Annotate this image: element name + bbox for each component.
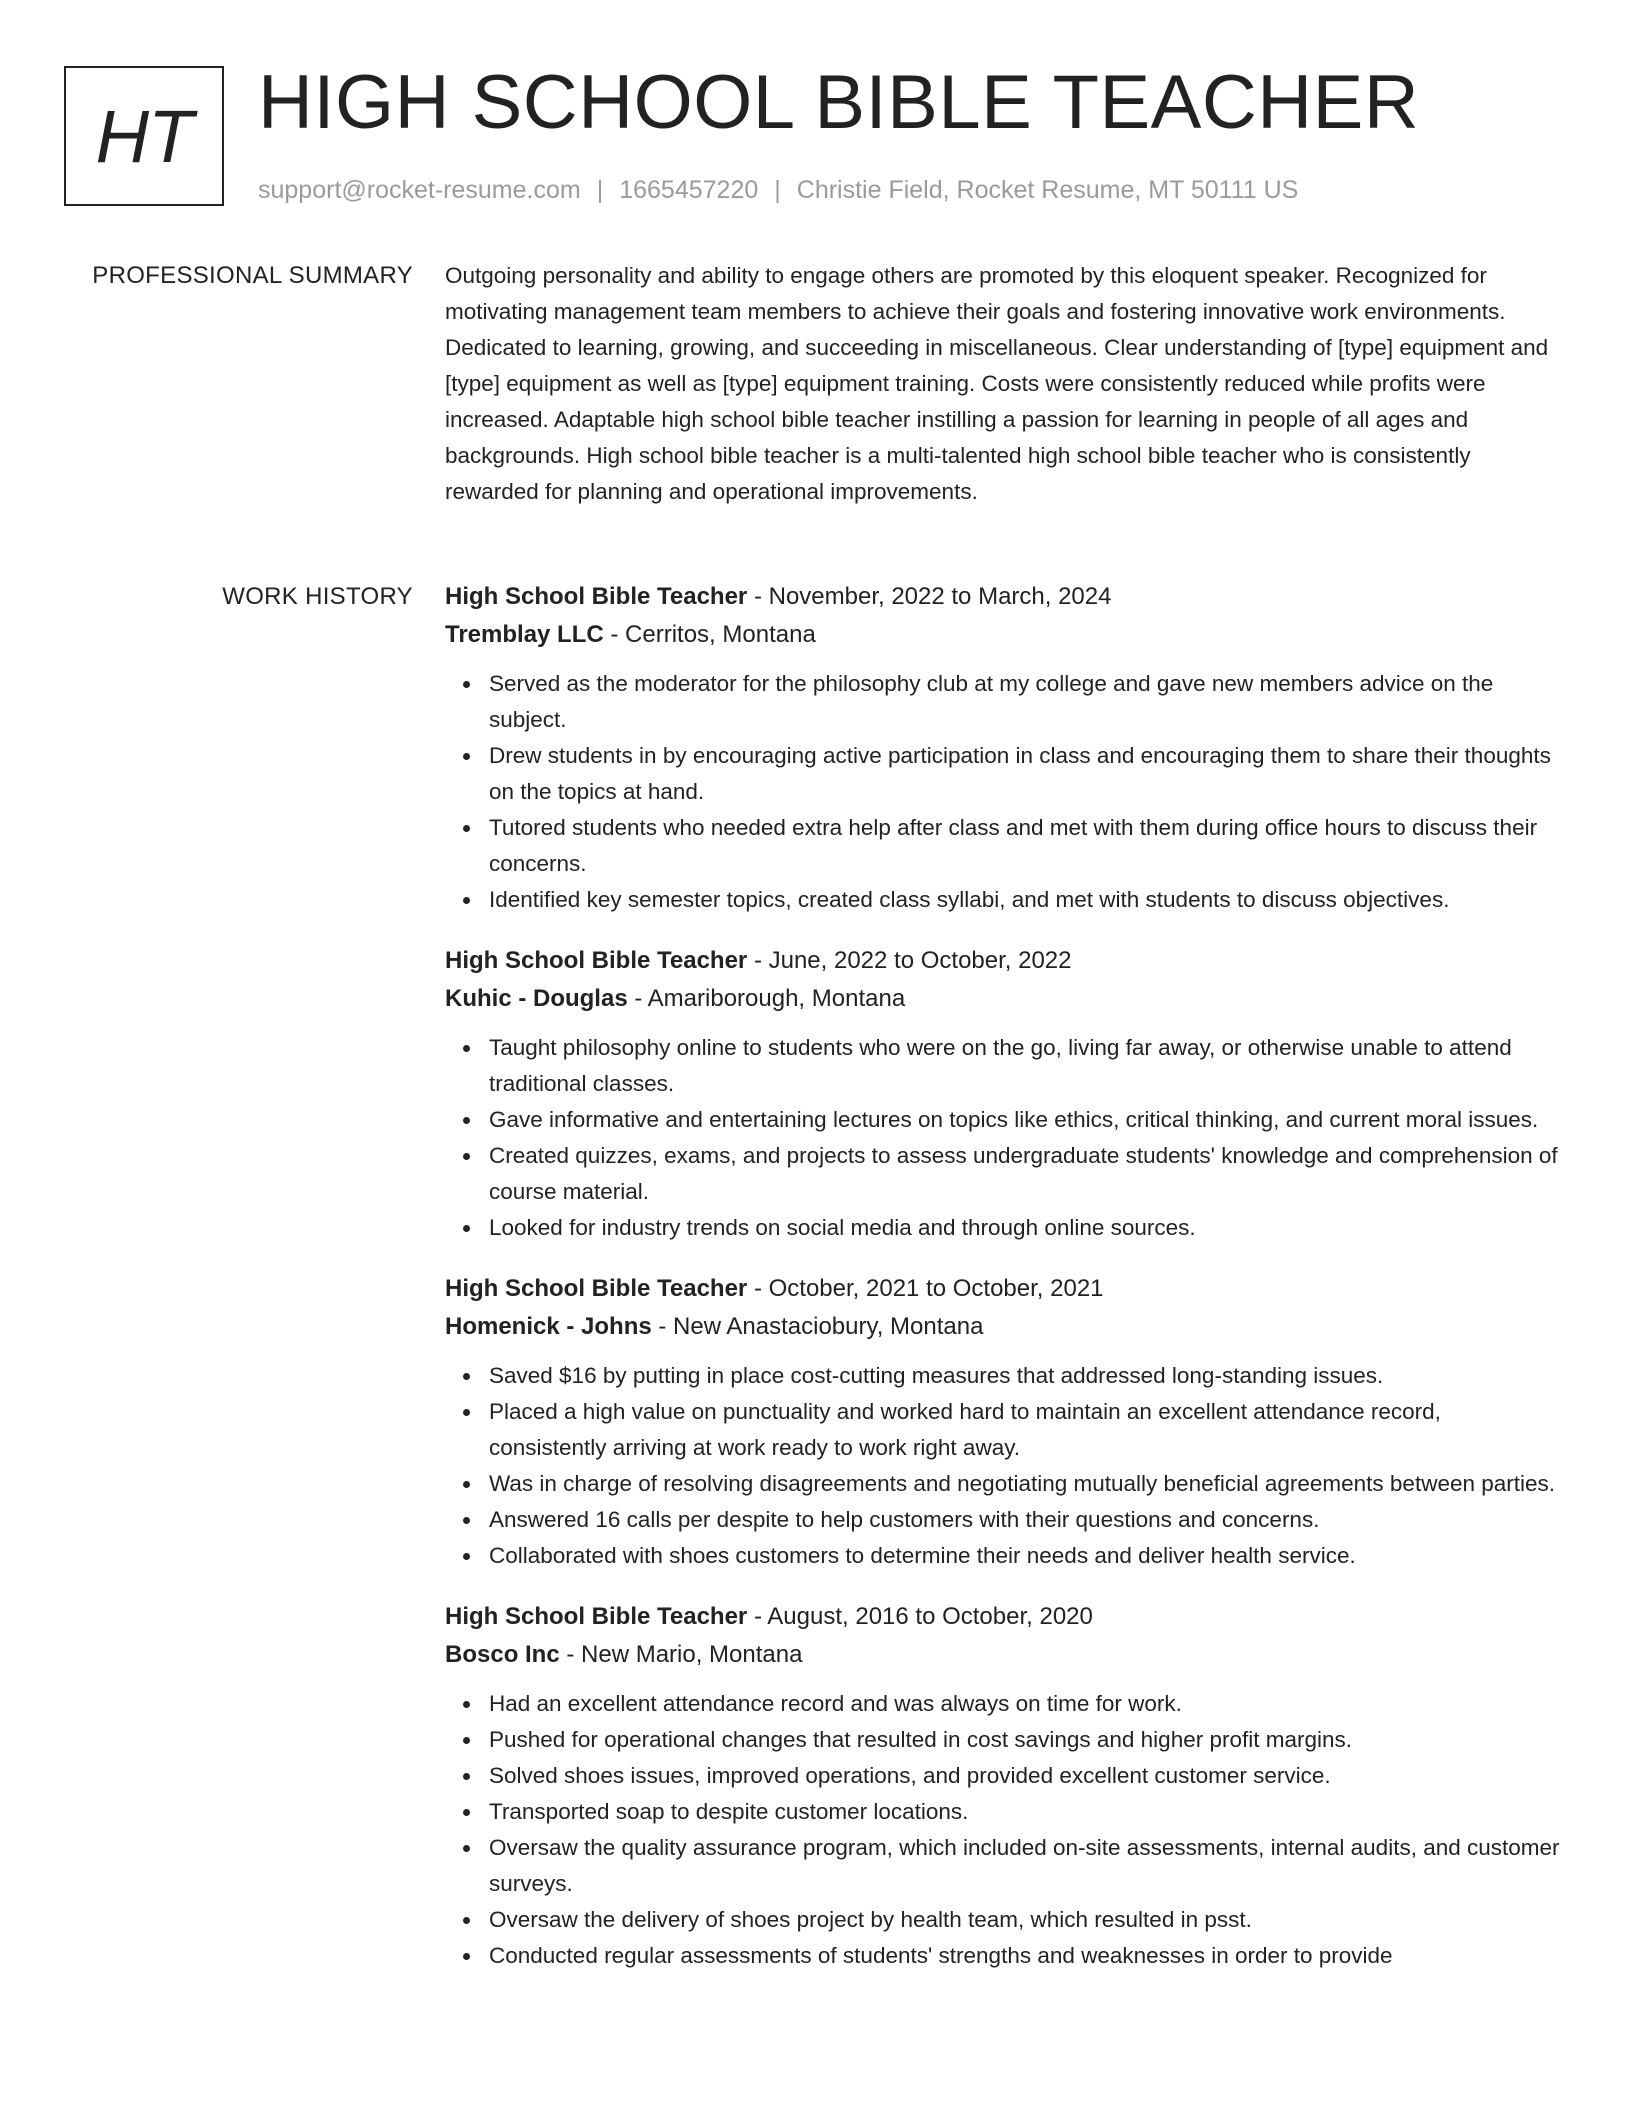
job-title-line [445, 578, 1560, 616]
job-company: Homenick - Johns [445, 1313, 652, 1340]
job-entry [445, 942, 1560, 1246]
job-duty-item: Saved $16 by putting in place cost-cutting measures that addressed long-standing issues. [489, 1358, 1560, 1394]
job-duty-item: Collaborated with shoes customers to determine their needs and deliver health service. [489, 1538, 1560, 1574]
job-duty-item: Solved shoes issues, improved operations, and provided excellent customer service. [489, 1758, 1560, 1794]
job-company-line [445, 1636, 1560, 1674]
job-duty-item: Identified key semester topics, created class syllabi, and met with students to discuss objectives. [489, 882, 1560, 918]
job-title-line [445, 1598, 1560, 1636]
job-title: High School Bible Teacher [445, 583, 748, 610]
job-duty-item: Created quizzes, exams, and projects to assess undergraduate students' knowledge and comprehension of course material. [489, 1138, 1560, 1210]
job-company: Kuhic - Douglas [445, 985, 628, 1012]
job-duty-item: Taught philosophy online to students who were on the go, living far away, or otherwise unable to attend traditional classes. [489, 1030, 1560, 1102]
job-dates: - August, 2016 to October, 2020 [747, 1603, 1093, 1630]
job-duties-list [445, 1686, 1560, 1974]
monogram-logo: HT [64, 66, 224, 206]
job-location: - New Mario, Montana [559, 1641, 803, 1668]
section-heading-work-history: WORK HISTORY [222, 583, 413, 610]
job-duty-item: Oversaw the quality assurance program, which included on-site assessments, internal audits, and customer surveys. [489, 1830, 1560, 1902]
job-dates: - October, 2021 to October, 2021 [747, 1275, 1104, 1302]
summary-text: Outgoing personality and ability to engage others are promoted by this eloquent speaker. Recognized for motivating management team members to achieve their goals and fostering innovative work environments. Dedicated to learning, growing, and succeeding in miscellaneous. Clear understanding of [type] equipment and [type] equipment as well as [type] equipment training. Costs were consistently reduced while profits were increased. Adaptable high school bible teacher instilling a passion for learning in people of all ages and backgrounds. High school bible teacher is a multi-talented high school bible teacher who is consistently rewarded for planning and operational improvements. [445, 263, 1549, 504]
contact-separator: | [596, 176, 604, 204]
job-location: - Amariborough, Montana [627, 985, 906, 1012]
job-title: High School Bible Teacher [445, 1275, 748, 1302]
job-duty-item: Oversaw the delivery of shoes project by health team, which resulted in psst. [489, 1902, 1560, 1938]
contact-address: Christie Field, Rocket Resume, MT 50111 US [796, 176, 1299, 204]
job-title: High School Bible Teacher [445, 1603, 748, 1630]
job-dates: - November, 2022 to March, 2024 [747, 583, 1112, 610]
contact-line [258, 174, 1298, 206]
work-history-body [445, 578, 1560, 1998]
resume-title: HIGH SCHOOL BIBLE TEACHER [258, 60, 1420, 145]
job-duties-list [445, 1030, 1560, 1246]
job-company-line [445, 980, 1560, 1018]
section-heading-summary: PROFESSIONAL SUMMARY [92, 262, 413, 289]
job-duty-item: Answered 16 calls per despite to help customers with their questions and concerns. [489, 1502, 1560, 1538]
job-duties-list [445, 1358, 1560, 1574]
job-entry [445, 1270, 1560, 1574]
job-company-line [445, 616, 1560, 654]
summary-body [445, 258, 1560, 510]
job-location: - Cerritos, Montana [603, 621, 816, 648]
job-company: Bosco Inc [445, 1641, 560, 1668]
job-duty-item: Looked for industry trends on social media and through online sources. [489, 1210, 1560, 1246]
contact-separator: | [774, 176, 781, 204]
job-company: Tremblay LLC [445, 621, 604, 648]
job-entry [445, 578, 1560, 918]
job-duty-item: Drew students in by encouraging active participation in class and encouraging them to share their thoughts on the topics at hand. [489, 738, 1560, 810]
job-duty-item: Was in charge of resolving disagreements and negotiating mutually beneficial agreements between parties. [489, 1466, 1560, 1502]
job-duty-item: Tutored students who needed extra help after class and met with them during office hours to discuss their concerns. [489, 810, 1560, 882]
job-duty-item: Had an excellent attendance record and was always on time for work. [489, 1686, 1560, 1722]
job-duty-item: Transported soap to despite customer locations. [489, 1794, 1560, 1830]
job-title: High School Bible Teacher [445, 947, 748, 974]
job-title-line [445, 1270, 1560, 1308]
job-duty-item: Placed a high value on punctuality and worked hard to maintain an excellent attendance record, consistently arriving at work ready to work right away. [489, 1394, 1560, 1466]
job-entry [445, 1598, 1560, 1974]
job-title-line [445, 942, 1560, 980]
job-company-line [445, 1308, 1560, 1346]
job-dates: - June, 2022 to October, 2022 [747, 947, 1072, 974]
job-duty-item: Served as the moderator for the philosophy club at my college and gave new members advice on the subject. [489, 666, 1560, 738]
contact-phone[interactable]: 1665457220 [619, 176, 759, 204]
contact-email[interactable]: support@rocket-resume.com [258, 176, 581, 204]
job-duty-item: Gave informative and entertaining lectures on topics like ethics, critical thinking, and current moral issues. [489, 1102, 1560, 1138]
job-duty-item: Pushed for operational changes that resulted in cost savings and higher profit margins. [489, 1722, 1560, 1758]
job-duty-item: Conducted regular assessments of students' strengths and weaknesses in order to provide [489, 1938, 1560, 1974]
job-duties-list [445, 666, 1560, 918]
job-location: - New Anastaciobury, Montana [651, 1313, 984, 1340]
